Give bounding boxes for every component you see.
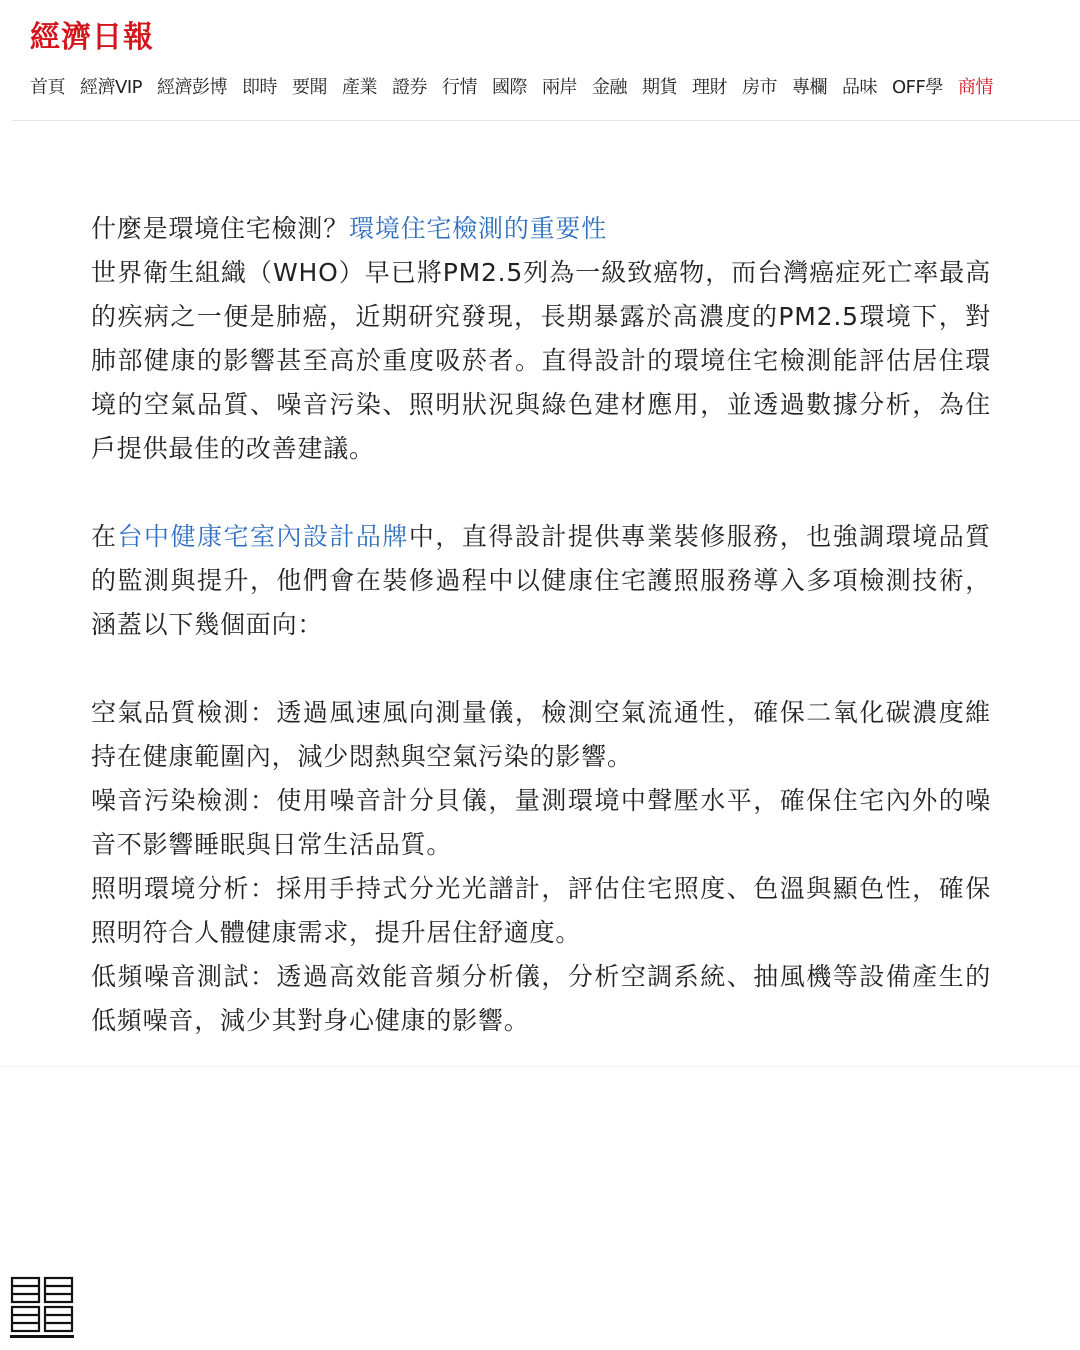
list-item-air-quality: 空氣品質檢測：透過風速風向測量儀，檢測空氣流通性，確保二氧化碳濃度維持在健康範圍內，減少悶熱與空氣污染的影響。 (91, 698, 991, 771)
nav-item-securities[interactable]: 證券 (391, 77, 427, 98)
nav-item-realtime[interactable]: 即時 (241, 77, 277, 98)
paragraph-brand-prefix: 在 (91, 522, 118, 551)
brand-link[interactable]: 台中健康宅室內設計品牌 (117, 522, 409, 551)
list-item-low-frequency: 低頻噪音測試：透過高效能音頻分析儀，分析空調系統、抽風機等設備產生的低頻噪音，減少其對身心健康的影響。 (91, 962, 991, 1035)
article-body (91, 207, 991, 1043)
nav-item-market[interactable]: 行情 (441, 77, 477, 98)
brand-mark-icon (10, 1276, 74, 1340)
nav-item-finance[interactable]: 金融 (591, 77, 627, 98)
site-logo[interactable]: 經濟日報 (30, 20, 154, 55)
paragraph-spacer (91, 471, 991, 515)
article-section (0, 121, 1080, 1067)
nav-item-columns[interactable]: 專欄 (791, 77, 827, 98)
heading-text: 什麼是環境住宅檢測？ (91, 214, 350, 243)
brand-mark-logo (10, 1276, 74, 1340)
nav-item-off-learning[interactable]: OFF學 (891, 77, 943, 98)
nav-item-bloomberg[interactable]: 經濟彭博 (156, 77, 227, 98)
paragraph-spacer (91, 647, 991, 691)
paragraph-brand-suffix: 中，直得設計提供專業裝修服務，也強調環境品質的監測與提升，他們會在裝修過程中以健康住宅護照服務導入多項檢測技術，涵蓋以下幾個面向： (91, 522, 991, 639)
heading-link[interactable]: 環境住宅檢測的重要性 (349, 214, 608, 243)
nav-item-home[interactable]: 首頁 (30, 77, 65, 98)
nav-item-business-news[interactable]: 商情 (957, 77, 993, 98)
nav-item-vip[interactable]: 經濟VIP (80, 77, 142, 98)
nav-item-wealth[interactable]: 理財 (691, 77, 727, 98)
paragraph-who: 世界衛生組織（WHO）早已將PM2.5列為一級致癌物，而台灣癌症死亡率最高的疾病之一便是肺癌，近期研究發現，長期暴露於高濃度的PM2.5環境下，對肺部健康的影響甚至高於重度吸菸者。直得設計的環境住宅檢測能評估居住環境的空氣品質、噪音污染、照明狀況與綠色建材應用，並透過數據分析，為住戶提供最佳的改善建議。 (91, 258, 991, 463)
nav-item-headlines[interactable]: 要聞 (291, 77, 327, 98)
nav-item-real-estate[interactable]: 房市 (741, 77, 777, 98)
list-item-lighting: 照明環境分析：採用手持式分光光譜計，評估住宅照度、色溫與顯色性，確保照明符合人體健康需求，提升居住舒適度。 (91, 874, 991, 947)
article-heading (91, 207, 991, 251)
nav-item-cross-strait[interactable]: 兩岸 (541, 77, 577, 98)
nav-item-industry[interactable]: 產業 (341, 77, 377, 98)
article-bottom-divider (0, 1066, 1080, 1067)
nav-item-international[interactable]: 國際 (491, 77, 527, 98)
nav-item-futures[interactable]: 期貨 (641, 77, 677, 98)
nav-item-lifestyle[interactable]: 品味 (841, 77, 877, 98)
list-item-noise: 噪音污染檢測：使用噪音計分貝儀，量測環境中聲壓水平，確保住宅內外的噪音不影響睡眠與日常生活品質。 (91, 786, 991, 859)
main-nav (30, 74, 993, 102)
paragraph-brand (91, 515, 991, 647)
site-header (0, 0, 1080, 121)
